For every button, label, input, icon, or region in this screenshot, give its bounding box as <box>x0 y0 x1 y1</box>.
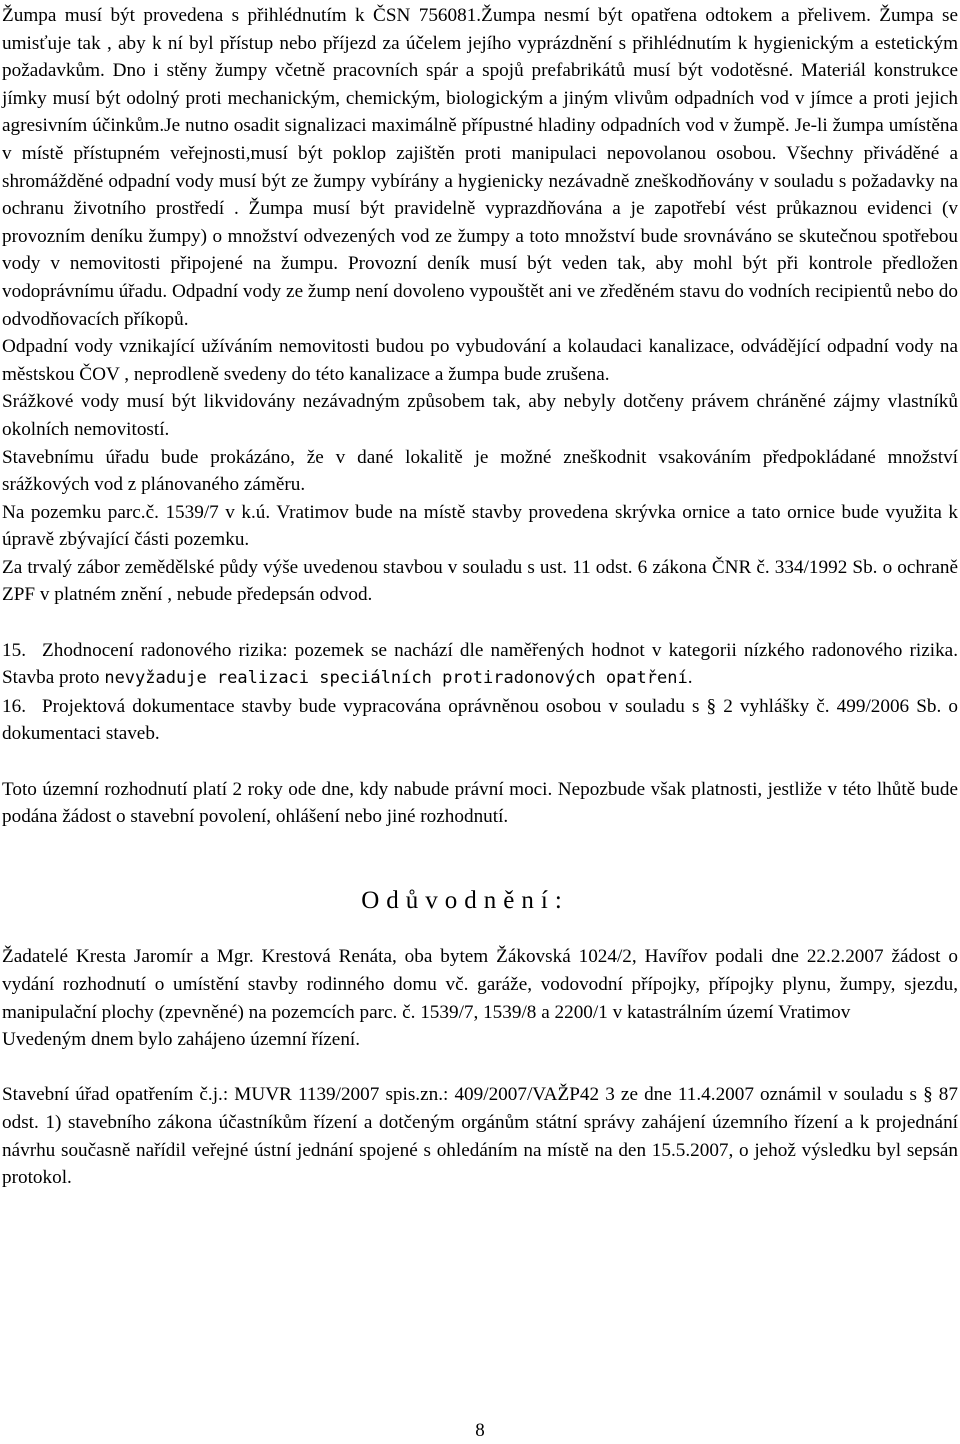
paragraph-applicants: Žadatelé Kresta Jaromír a Mgr. Krestová Renáta, oba bytem Žákovská 1024/2, Havířov podali dne 22.2.2007 žádost o vydání rozhodnutí o umístění stavby rodinného domu vč. garáže, vodovodní přípojky, přípojky plynu, žumpy, sjezdu, manipulační plochy (zpevněné) na pozemcích parc. č. 1539/7, 1539/8 a 2200/1 v katastrálním území Vratimov <box>2 946 958 1023</box>
section-heading-reasoning: Odůvodnění: <box>361 886 569 914</box>
paragraph-cesspool-rules: Žumpa musí být provedena s přihlédnutím k ČSN 756081.Žumpa nesmí být opatřena odtokem a přelivem. Žumpa se umisťuje tak , aby k ní byl přístup nebo příjezd za účelem jejího vyprázdnění s přihlédnutím k hygienickým a estetickým požadavkům. Dno i stěny žumpy včetně pracovních spár a spojů prefabrikátů musí být vodotěsné. Materiál konstrukce jímky musí být odolný proti mechanickým, chemickým, biologickým a jiným vlivům odpadních vod v jímce a proti jejich agresivním účinkům.Je nutno osadit signalizaci maximálně přípustné hladiny odpadních vod v žumpě. Je-li žumpa umístěna v místě přístupném veřejnosti,musí být poklop zajištěn proti manipulaci nepovolanou osobou. Všechny přiváděné a shromážděné odpadní vody musí být ze žumpy vybírány a hygienicky nezávadně zneškodňovány v souladu s požadavky na ochranu životního prostředí . Žumpa musí být pravidelně vyprazdňována a je zapotřebí vést průkaznou evidenci (v provozním deníku žumpy) o množství odvezených vod ze žumpy a toto množství bude srovnáváno se skutečnou spotřebou vody v nemovitosti připojené na žumpu. Provozní deník musí být veden tak, aby mohl být při kontrole předložen vodoprávnímu úřadu. Odpadní vody ze žump není dovoleno vypouštět ani ve zředěném stavu do vodních recipientů nebo do odvodňovacích příkopů. <box>2 5 958 330</box>
paragraph-validity: Toto územní rozhodnutí platí 2 roky ode dne, kdy nabude právní moci. Nepozbude však platnosti, jestliže v této lhůtě bude podána žádost o stavební povolení, ohlášení nebo jiné rozhodnutí. <box>2 778 958 828</box>
paragraph-notice: Stavební úřad opatřením č.j.: MUVR 1139/2007 spis.zn.: 409/2007/VAŽP42 3 ze dne 11.4.2007 oznámil v souladu s § 87 odst. 1) stavebního zákona účastníkům řízení a dotčeným orgánům státní správy zahájení územního řízení a k projednání návrhu současně nařídil veřejné ústní jednání spojené s ohledáním na místě na den 15.5.2007, o jehož výsledku byl sepsán protokol. <box>2 1084 958 1189</box>
spacer <box>2 609 958 637</box>
paragraph-infiltration: Stavebnímu úřadu bude prokázáno, že v dané lokalitě je možné zneškodnit vsakováním předpokládané množství srážkových vod z plánovaného záměru. <box>2 446 958 496</box>
item-16 <box>2 693 958 748</box>
paragraph-rainwater: Srážkové vody musí být likvidovány nezávadným způsobem tak, aby nebyly dotčeny právem chráněné zájmy vlastníků okolních nemovitostí. <box>2 391 958 440</box>
item-16-number: 16. <box>2 695 26 717</box>
item-15-number: 15. <box>2 639 26 661</box>
paragraph-sewer-connection: Odpadní vody vznikající užíváním nemovitosti budou po vybudování a kolaudaci kanalizace, odvádějící odpadní vody na městskou ČOV , neprodleně svedeny do této kanalizace a žumpa bude zrušena. <box>2 336 958 385</box>
spacer <box>2 831 958 886</box>
page-number: 8 <box>475 1420 485 1441</box>
item-15-text: Zhodnocení radonového rizika: pozemek se nachází dle naměřených hodnot v kategorii nízkého radonového rizika. Stavba proto <box>2 639 958 689</box>
spacer <box>2 916 958 944</box>
item-16-text: Projektová dokumentace stavby bude vypracována oprávněnou osobou v souladu s § 2 vyhlášky č. 499/2006 Sb. o dokumentaci staveb. <box>2 695 958 745</box>
paragraph-topsoil: Na pozemku parc.č. 1539/7 v k.ú. Vratimov bude na místě stavby provedena skrývka ornice a tato ornice bude využita k úpravě zbývající části pozemku. <box>2 501 958 551</box>
paragraph-land-levy: Za trvalý zábor zemědělské půdy výše uvedenou stavbou v souladu s ust. 11 odst. 6 zákona ČNR č. 334/1992 Sb. o ochraně ZPF v platném znění , nebude předepsán odvod. <box>2 556 958 606</box>
item-15-tail: . <box>687 667 693 689</box>
item-15 <box>2 637 958 693</box>
paragraph-proceedings-start: Uvedeným dnem bylo zahájeno územní řízení. <box>2 1029 361 1051</box>
document-page <box>2 2 958 1192</box>
spacer <box>2 1054 958 1082</box>
item-15-emphasis: nevyžaduje realizaci speciálních protiradonových opatření <box>104 668 688 689</box>
spacer <box>2 748 958 776</box>
